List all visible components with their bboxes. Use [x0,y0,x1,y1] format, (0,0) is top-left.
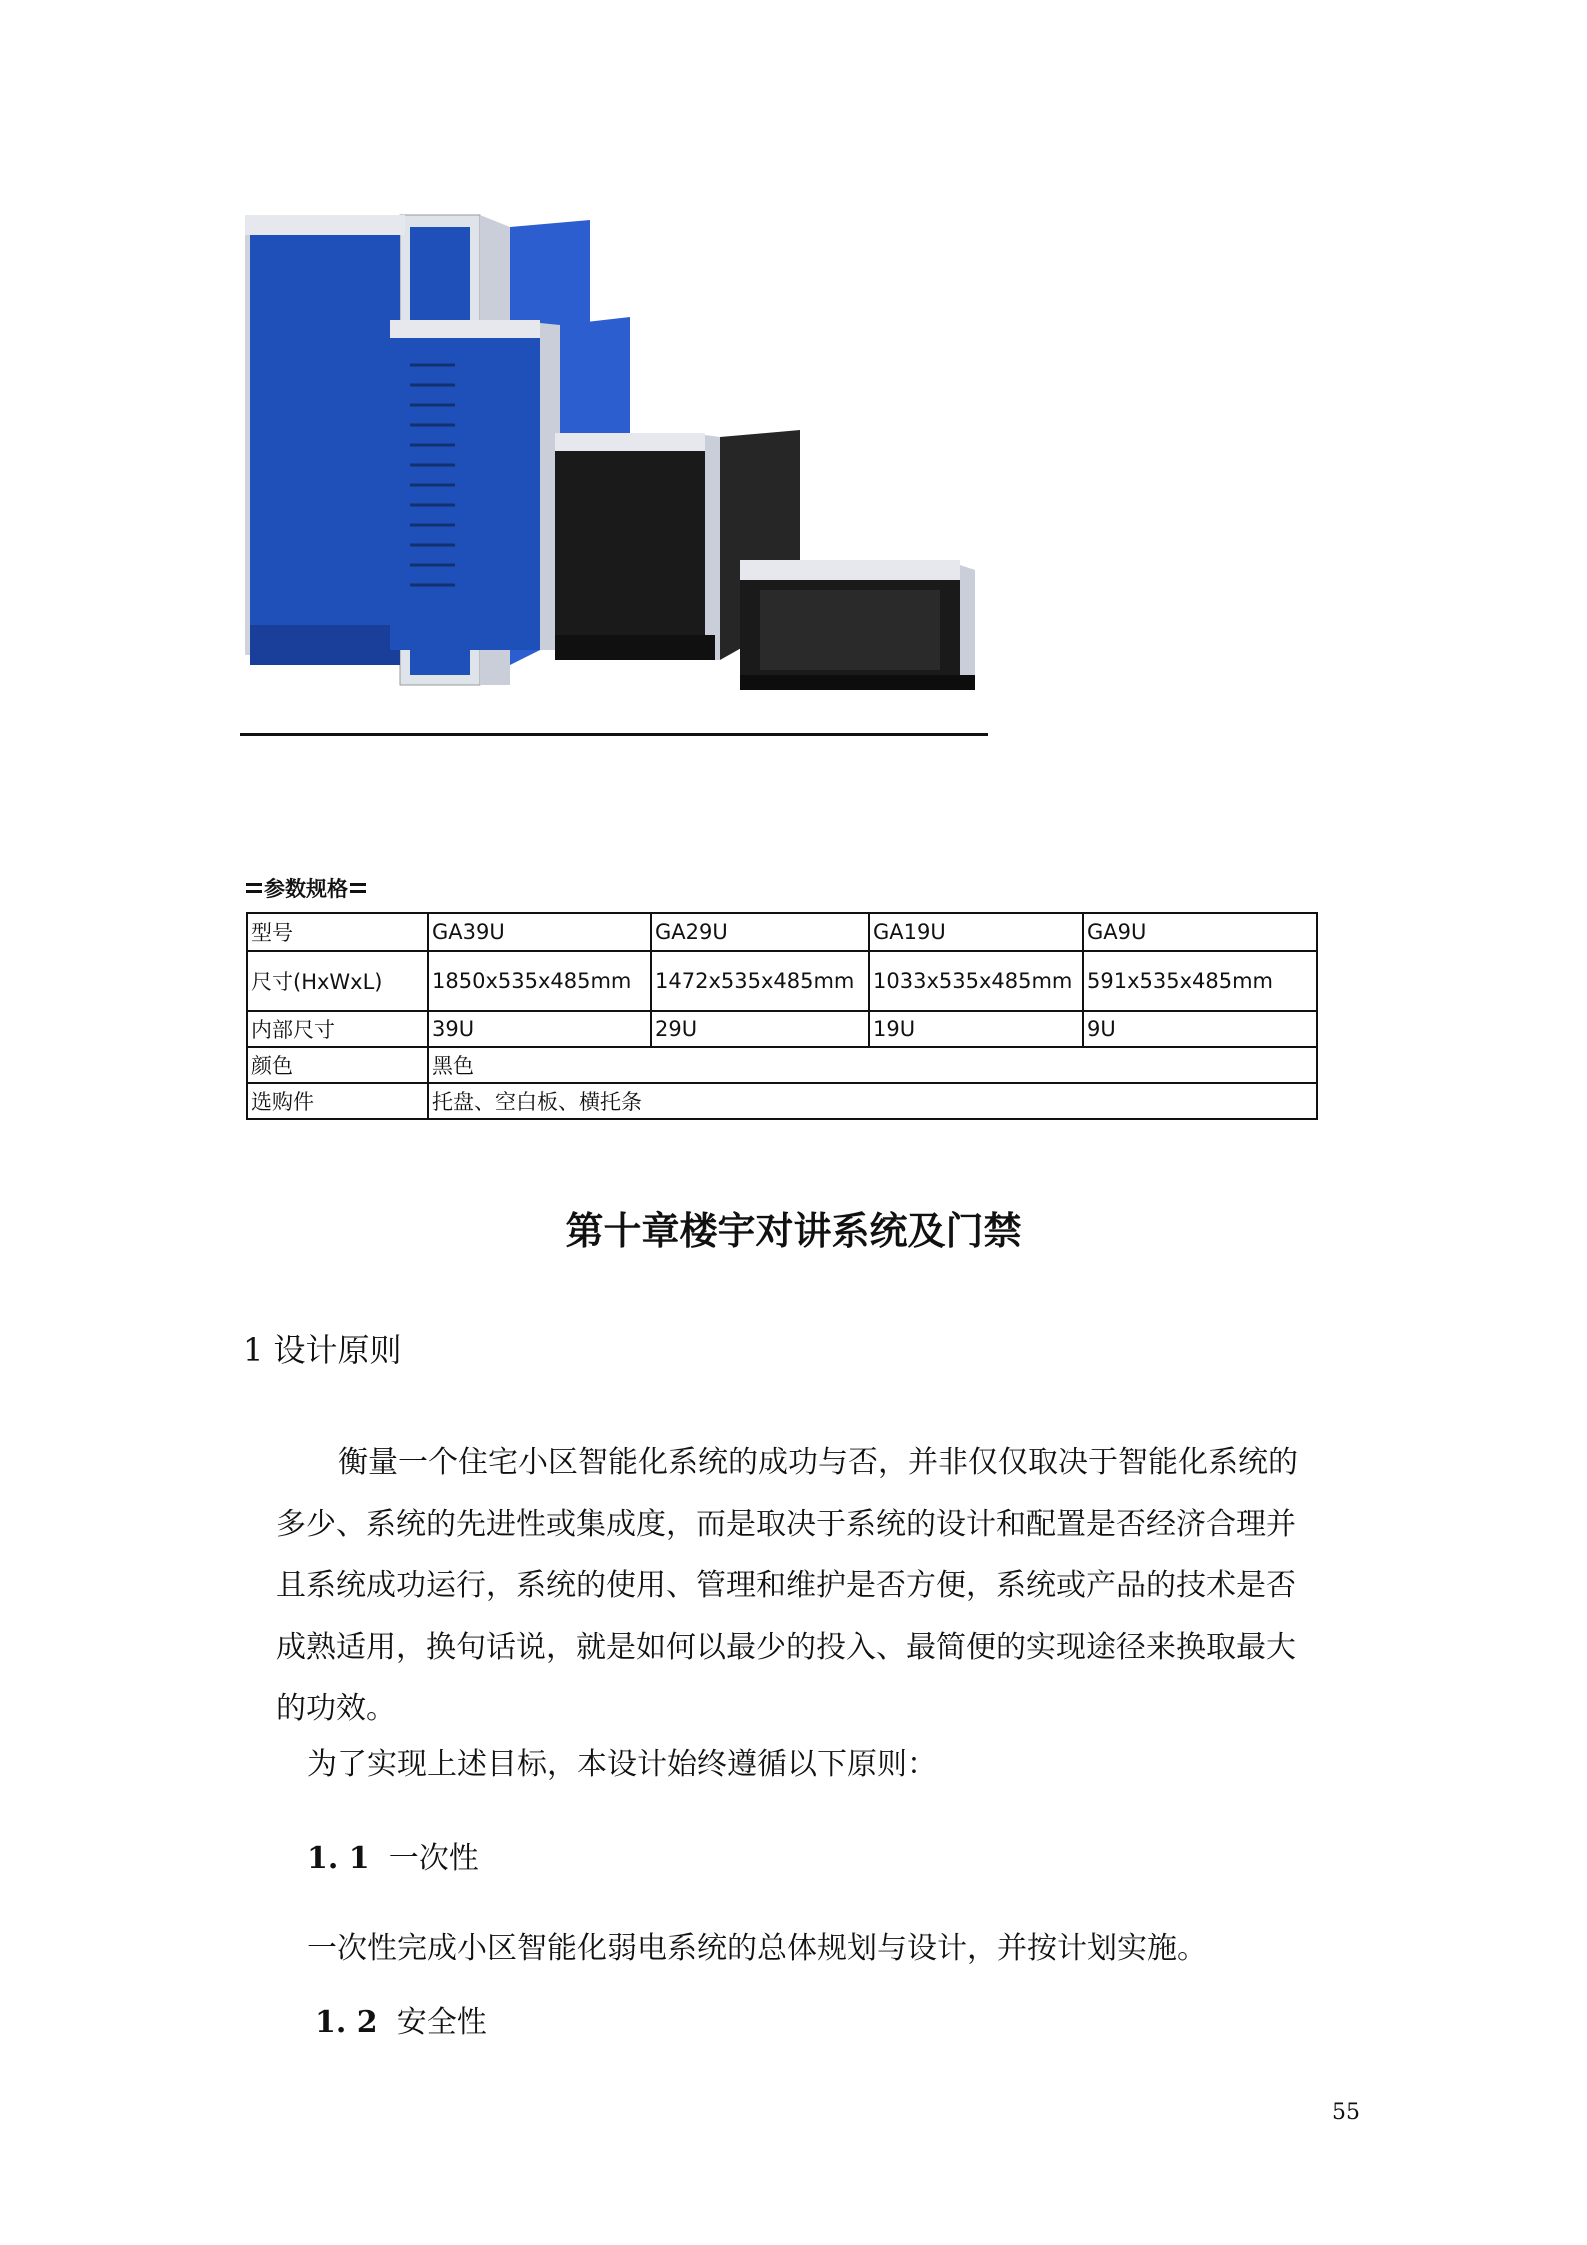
subsection-heading [307,1833,479,1877]
chapter-title: 第十章楼宇对讲系统及门禁 [565,1209,1022,1253]
row-label: 型号 [247,913,428,951]
paragraph: 一次性完成小区智能化弱电系统的总体规划与设计，并按计划实施。 [307,1931,1207,1966]
table-cell: 1033x535x485mm [869,951,1083,1011]
table-cell: 29U [651,1011,869,1047]
double-bar-icon [350,882,366,894]
subsection-number: 1. 2 [315,2005,378,2040]
paragraph [276,1432,1361,1740]
table-cell: 1850x535x485mm [428,951,651,1011]
row-label: 内部尺寸 [247,1011,428,1047]
table-cell: 39U [428,1011,651,1047]
table-row [247,1083,1317,1119]
paragraph-line: 多少、系统的先进性或集成度，而是取决于系统的设计和配置是否经济合理并 [276,1506,1296,1542]
spec-caption-text: 参数规格 [264,877,348,901]
table-cell: GA29U [651,913,869,951]
subsection-heading [315,1997,487,2041]
paragraph-line: 的功效。 [276,1691,396,1726]
table-cell: 托盘、空白板、横托条 [428,1083,1317,1119]
table-row [247,951,1317,1011]
paragraph-line: 衡量一个住宅小区智能化系统的成功与否，并非仅仅取决于智能化系统的 [338,1445,1298,1480]
subsection-number: 1. 1 [307,1841,370,1876]
paragraph: 为了实现上述目标，本设计始终遵循以下原则： [307,1747,937,1782]
paragraph-line: 且系统成功运行，系统的使用、管理和维护是否方便，系统或产品的技术是否 [276,1568,1296,1603]
paragraph-line: 成熟适用，换句话说，就是如何以最少的投入、最简便的实现途径来换取最大 [276,1629,1296,1665]
row-label: 选购件 [247,1083,428,1119]
subsection-title: 一次性 [388,1841,479,1876]
table-cell: GA9U [1083,913,1317,951]
row-label: 尺寸(HxWxL) [247,951,428,1011]
spec-table [246,912,1318,1120]
table-row [247,913,1317,951]
row-label: 颜色 [247,1047,428,1083]
subsection-title: 安全性 [396,2005,487,2040]
table-cell: GA19U [869,913,1083,951]
table-cell: 19U [869,1011,1083,1047]
cabinet-9u [740,560,975,690]
section-heading: 1 设计原则 [243,1331,402,1369]
image-rule [240,733,988,736]
double-bar-icon [246,882,262,894]
rack-cabinets-image [240,205,980,705]
spec-caption [246,873,366,903]
table-cell: 591x535x485mm [1083,951,1317,1011]
page-number: 55 [1332,2100,1360,2125]
table-row [247,1011,1317,1047]
table-cell: 9U [1083,1011,1317,1047]
table-row [247,1047,1317,1083]
table-cell: 1472x535x485mm [651,951,869,1011]
table-cell: 黑色 [428,1047,1317,1083]
table-cell: GA39U [428,913,651,951]
